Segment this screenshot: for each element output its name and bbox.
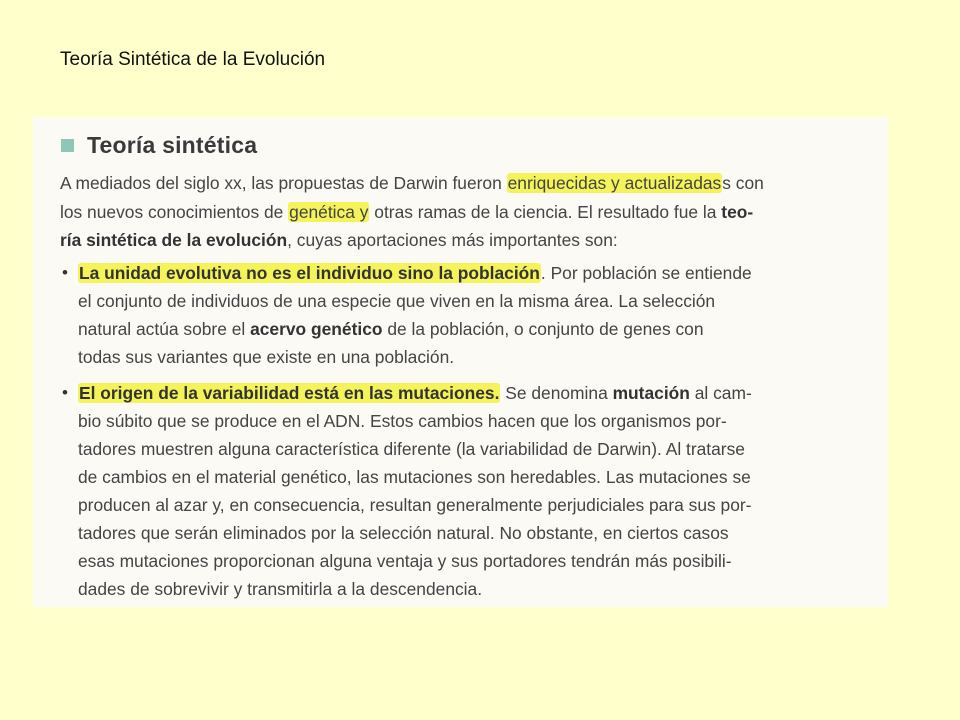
intro-line-3 <box>60 226 618 254</box>
bullet-icon: • <box>62 383 68 402</box>
bullet1-line-1 <box>78 259 752 287</box>
scanned-textbook-page <box>33 117 888 607</box>
intro-text: los nuevos conocimientos de <box>60 202 289 222</box>
intro-text: s con <box>722 173 764 193</box>
bullet2-line-2: bio súbito que se produce en el ADN. Estos cambios hacen que los organismos por- <box>78 411 727 431</box>
bullet1-line-2: el conjunto de individuos de una especie que viven en la misma área. La selección <box>78 291 716 311</box>
section-heading <box>61 130 257 160</box>
bullet-text: de la población, o conjunto de genes con <box>382 319 704 339</box>
slide-title: Teoría Sintética de la Evolución <box>60 49 326 70</box>
intro-text: otras ramas de la ciencia. El resultado fue la <box>369 202 722 222</box>
bullet2-line-5: producen al azar y, en consecuencia, resultan generalmente perjudiciales para sus por- <box>78 495 752 515</box>
bold-term: teo- <box>721 202 754 222</box>
square-bullet-icon <box>61 139 74 152</box>
bullet2-line-6: tadores que serán eliminados por la selección natural. No obstante, en ciertos casos <box>78 523 729 543</box>
bold-term: acervo genético <box>250 319 383 339</box>
intro-line-2 <box>60 198 753 226</box>
bullet2-line-3: tadores muestren alguna característica diferente (la variabilidad de Darwin). Al tratarse <box>78 439 745 459</box>
bullet1-line-4: todas sus variantes que existe en una población. <box>78 347 455 367</box>
bold-term: mutación <box>612 383 690 403</box>
highlighted-text: enriquecidas y actualizadas <box>507 173 722 193</box>
bullet2-line-1 <box>78 379 752 407</box>
bullet2-line-7: esas mutaciones proporcionan alguna ventaja y sus portadores tendrán más posibili- <box>78 551 732 571</box>
bullet-text: Se denomina <box>500 383 613 403</box>
highlighted-text: La unidad evolutiva no es el individuo sino la población <box>79 263 540 283</box>
bullet-text: natural actúa sobre el <box>78 319 251 339</box>
highlighted-text: genética y <box>289 202 369 222</box>
bullet2-line-4: de cambios en el material genético, las mutaciones son heredables. Las mutaciones se <box>78 467 751 487</box>
intro-text: , cuyas aportaciones más importantes son: <box>287 230 618 250</box>
bullet2-line-8: dades de sobrevivir y transmitirla a la descendencia. <box>78 579 483 599</box>
intro-text: A mediados del siglo xx, las propuestas de Darwin fueron <box>60 173 507 193</box>
bold-term: ría sintética de la evolución <box>60 230 288 250</box>
highlighted-text: El origen de la variabilidad está en las mutaciones. <box>79 383 500 403</box>
section-heading-text: Teoría sintética <box>87 131 258 158</box>
bullet-icon: • <box>62 263 68 282</box>
intro-line-1 <box>60 169 764 197</box>
bullet1-line-3 <box>78 315 704 343</box>
bullet-text: al cam- <box>689 383 752 403</box>
bullet-text: . Por población se entiende <box>540 263 752 283</box>
